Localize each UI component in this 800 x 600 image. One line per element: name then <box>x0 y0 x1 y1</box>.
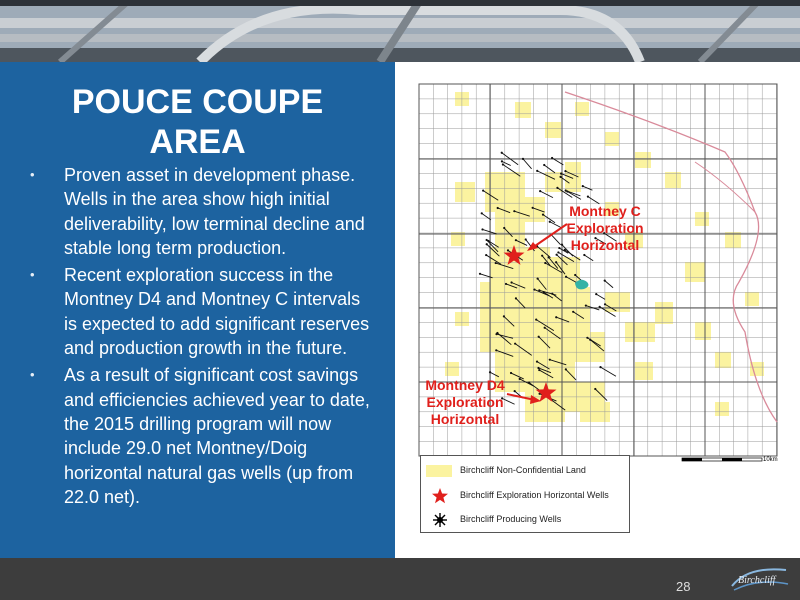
bullet-text: Recent exploration success in the Montney D4 and Montney C intervals is expected to add significant reserves and production growth in the future. <box>64 265 370 359</box>
land-parcel <box>550 257 580 287</box>
producing-well-dot <box>537 367 539 369</box>
producing-well-dot <box>485 254 487 256</box>
producing-well-dot <box>538 369 540 371</box>
producing-well-dot <box>556 254 558 256</box>
label-montney-c-line-1: Montney C <box>569 203 641 219</box>
red-star-icon <box>431 487 449 505</box>
producing-well-dot <box>486 239 488 241</box>
producing-well-dot <box>482 190 484 192</box>
producing-well-dot <box>599 306 601 308</box>
producing-well-dot <box>555 261 557 263</box>
producing-well-dot <box>582 185 584 187</box>
legend-item-land <box>421 462 629 480</box>
land-parcel <box>605 132 619 146</box>
producing-well-dot <box>502 163 504 165</box>
land-parcel <box>635 362 653 380</box>
producing-well-dot <box>514 390 516 392</box>
land-parcel <box>665 172 681 188</box>
producing-well-dot <box>565 189 567 191</box>
land-parcel <box>695 212 709 226</box>
producing-well-dot <box>604 303 606 305</box>
land-parcel <box>715 402 729 416</box>
producing-well-dot <box>505 283 507 285</box>
producing-well-dot <box>535 319 537 321</box>
producing-well-dot <box>515 239 517 241</box>
producing-well-dot <box>589 339 591 341</box>
producing-well-dot <box>548 256 550 258</box>
land-parcel <box>685 262 705 282</box>
land-parcel <box>635 152 651 168</box>
land-parcel <box>625 322 655 342</box>
producing-well-dot <box>539 190 541 192</box>
producing-well-dot <box>551 157 553 159</box>
producing-well-dot <box>559 176 561 178</box>
producing-well-dot <box>510 372 512 374</box>
producing-well-dot <box>556 187 558 189</box>
label-montney-c-line-2: Exploration <box>566 220 644 236</box>
land-swatch-icon <box>426 465 452 477</box>
producing-well-dot <box>495 349 497 351</box>
slide-title-line-1: POUCE COUPE <box>71 83 324 121</box>
producing-well-dot <box>536 361 538 363</box>
producing-well-dot <box>599 366 601 368</box>
producing-well-dot <box>481 228 483 230</box>
land-parcel <box>715 352 731 368</box>
scale-bar <box>682 457 778 463</box>
producing-well-dot <box>479 273 481 275</box>
producing-well-dot <box>519 378 521 380</box>
producing-well-dot <box>486 243 488 245</box>
producing-well-dot <box>496 332 498 334</box>
land-parcel <box>575 332 605 362</box>
producing-well-dot <box>544 327 546 329</box>
label-montney-c-line-3: Horizontal <box>570 237 640 253</box>
producing-well-dot <box>495 262 497 264</box>
producing-well-dot <box>564 170 566 172</box>
producing-well-dot <box>544 262 546 264</box>
producing-well-dot <box>572 311 574 313</box>
producing-well-dot <box>549 359 551 361</box>
producing-well-dot <box>501 152 503 154</box>
producing-well-dot <box>497 207 499 209</box>
bullet-item <box>30 163 375 260</box>
producing-well-dot <box>586 337 588 339</box>
bullet-list <box>30 163 375 512</box>
producing-well-dot <box>555 316 557 318</box>
producing-well-dot <box>574 274 576 276</box>
producing-well-dot <box>583 254 585 256</box>
producing-well-dot <box>560 172 562 174</box>
slide-title <box>0 82 395 162</box>
producing-well-dot <box>489 371 491 373</box>
producing-well-dot <box>595 293 597 295</box>
producing-well-dot <box>532 207 534 209</box>
header-banner-image <box>0 0 800 62</box>
producing-well-dot <box>501 160 503 162</box>
producing-well-dot <box>515 297 517 299</box>
label-montney-d4-line-3: Horizontal <box>430 411 500 427</box>
producing-well-dot <box>541 255 543 257</box>
slide-title-line-2: AREA <box>149 123 246 161</box>
land-parcel <box>745 292 759 306</box>
bullet-item <box>30 363 375 509</box>
bullet-item <box>30 263 375 360</box>
producing-well-dot <box>481 212 483 214</box>
logo-text: Birchcliff <box>738 575 776 586</box>
land-parcel <box>445 362 459 376</box>
producing-well-dot <box>587 195 589 197</box>
producing-well-dot <box>533 288 535 290</box>
producing-well-dot <box>565 368 567 370</box>
producing-well-dot <box>503 227 505 229</box>
producing-well-dot <box>537 277 539 279</box>
producing-well-dot <box>525 238 527 240</box>
producing-well-dot <box>536 170 538 172</box>
producing-well-dot <box>503 315 505 317</box>
producing-well-dot <box>549 221 551 223</box>
legend-item-exploration <box>421 487 629 505</box>
legend-label-exploration: Birchcliff Exploration Horizontal Wells <box>460 490 609 500</box>
producing-well-icon <box>432 512 448 528</box>
bullet-icon: • <box>30 167 35 182</box>
producing-well-dot <box>594 388 596 390</box>
page-number: 28 <box>676 579 691 594</box>
birchcliff-logo <box>728 564 792 594</box>
bullet-text: As a result of significant cost savings and efficiencies achieved year to date, the 2015 drilling program will now include 29.0 net Montney/Doig horizontal natural gas wells (up from 22.0 net). <box>64 365 370 507</box>
land-parcel <box>545 122 561 138</box>
producing-well-dot <box>565 276 567 278</box>
producing-well-dot <box>522 158 524 160</box>
land-parcel <box>565 162 581 192</box>
legend-item-producing <box>421 511 629 529</box>
producing-well-dot <box>543 164 545 166</box>
land-parcel <box>495 212 525 247</box>
bullet-icon: • <box>30 267 35 283</box>
label-montney-d4-line-2: Exploration <box>426 394 504 410</box>
producing-well-dot <box>514 343 516 345</box>
pipes-illustration <box>0 0 800 62</box>
land-parcel <box>455 182 475 202</box>
producing-well-dot <box>528 382 530 384</box>
legend-label-producing: Birchcliff Producing Wells <box>460 514 562 524</box>
producing-well-dot <box>542 214 544 216</box>
bullet-icon: • <box>30 367 35 383</box>
land-parcel <box>515 102 531 118</box>
producing-well-dot <box>510 281 512 283</box>
producing-well-dot <box>538 289 540 291</box>
bullet-text: Proven asset in development phase. Wells in the area show high initial deliverability, low terminal decline and stable long term production. <box>64 165 365 258</box>
producing-well-dot <box>551 293 553 295</box>
producing-well-dot <box>538 336 540 338</box>
scale-label: 10km <box>763 457 778 463</box>
land-parcel <box>605 292 630 312</box>
label-montney-d4-line-1: Montney D4 <box>425 377 505 393</box>
producing-well-dot <box>507 249 509 251</box>
producing-well-dot <box>513 210 515 212</box>
label-montney-c <box>560 203 650 254</box>
legend-label-land: Birchcliff Non-Confidential Land <box>460 465 586 475</box>
label-montney-d4 <box>417 377 513 428</box>
producing-well-dot <box>585 304 587 306</box>
map-legend <box>420 455 630 533</box>
land-parcel <box>655 302 673 324</box>
producing-well-dot <box>604 280 606 282</box>
